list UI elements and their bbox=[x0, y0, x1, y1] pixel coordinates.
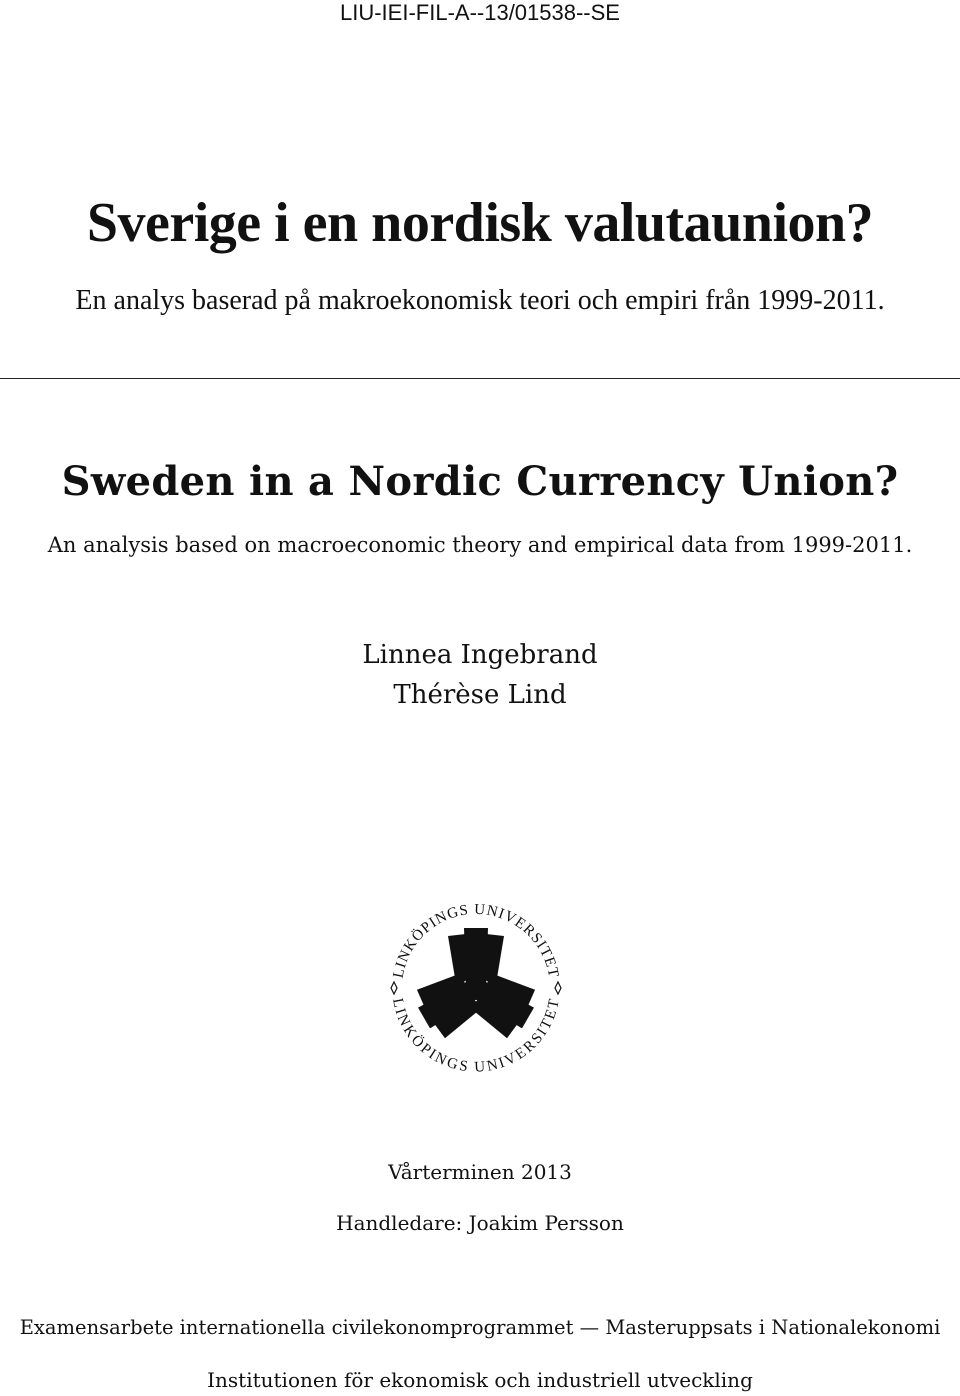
english-subtitle: An analysis based on macroeconomic theory and empirical data from 1999-2011. bbox=[47, 533, 913, 557]
title-divider bbox=[0, 378, 960, 379]
seal-ornament bbox=[555, 982, 561, 994]
department: Institutionen för ekonomisk och industriell utveckling bbox=[207, 1368, 753, 1392]
swedish-title: Sverige i en nordisk valutaunion? bbox=[86, 192, 874, 254]
seal-ornament bbox=[391, 982, 397, 994]
seal-emblem bbox=[410, 928, 542, 1042]
seal-text-bottom: LINKÖPINGS UNIVERSITET bbox=[389, 996, 563, 1076]
author-name: Linnea Ingebrand bbox=[362, 640, 598, 670]
report-id: LIU-IEI-FIL-A--13/01538--SE bbox=[340, 0, 620, 25]
program-line: Examensarbete internationella civilekonomprogrammet — Masteruppsats i Nationalekonomi bbox=[19, 1316, 941, 1339]
english-title: Sweden in a Nordic Currency Union? bbox=[61, 458, 899, 505]
seal-text-top: LINKÖPINGS UNIVERSITET bbox=[390, 901, 562, 980]
swedish-subtitle: En analys baserad på makroekonomisk teori och empiri från 1999-2011. bbox=[75, 285, 885, 316]
term: Vårterminen 2013 bbox=[388, 1160, 572, 1184]
supervisor: Handledare: Joakim Persson bbox=[336, 1211, 624, 1235]
author-name: Thérèse Lind bbox=[393, 680, 567, 710]
linkoping-university-seal-icon bbox=[376, 888, 576, 1088]
